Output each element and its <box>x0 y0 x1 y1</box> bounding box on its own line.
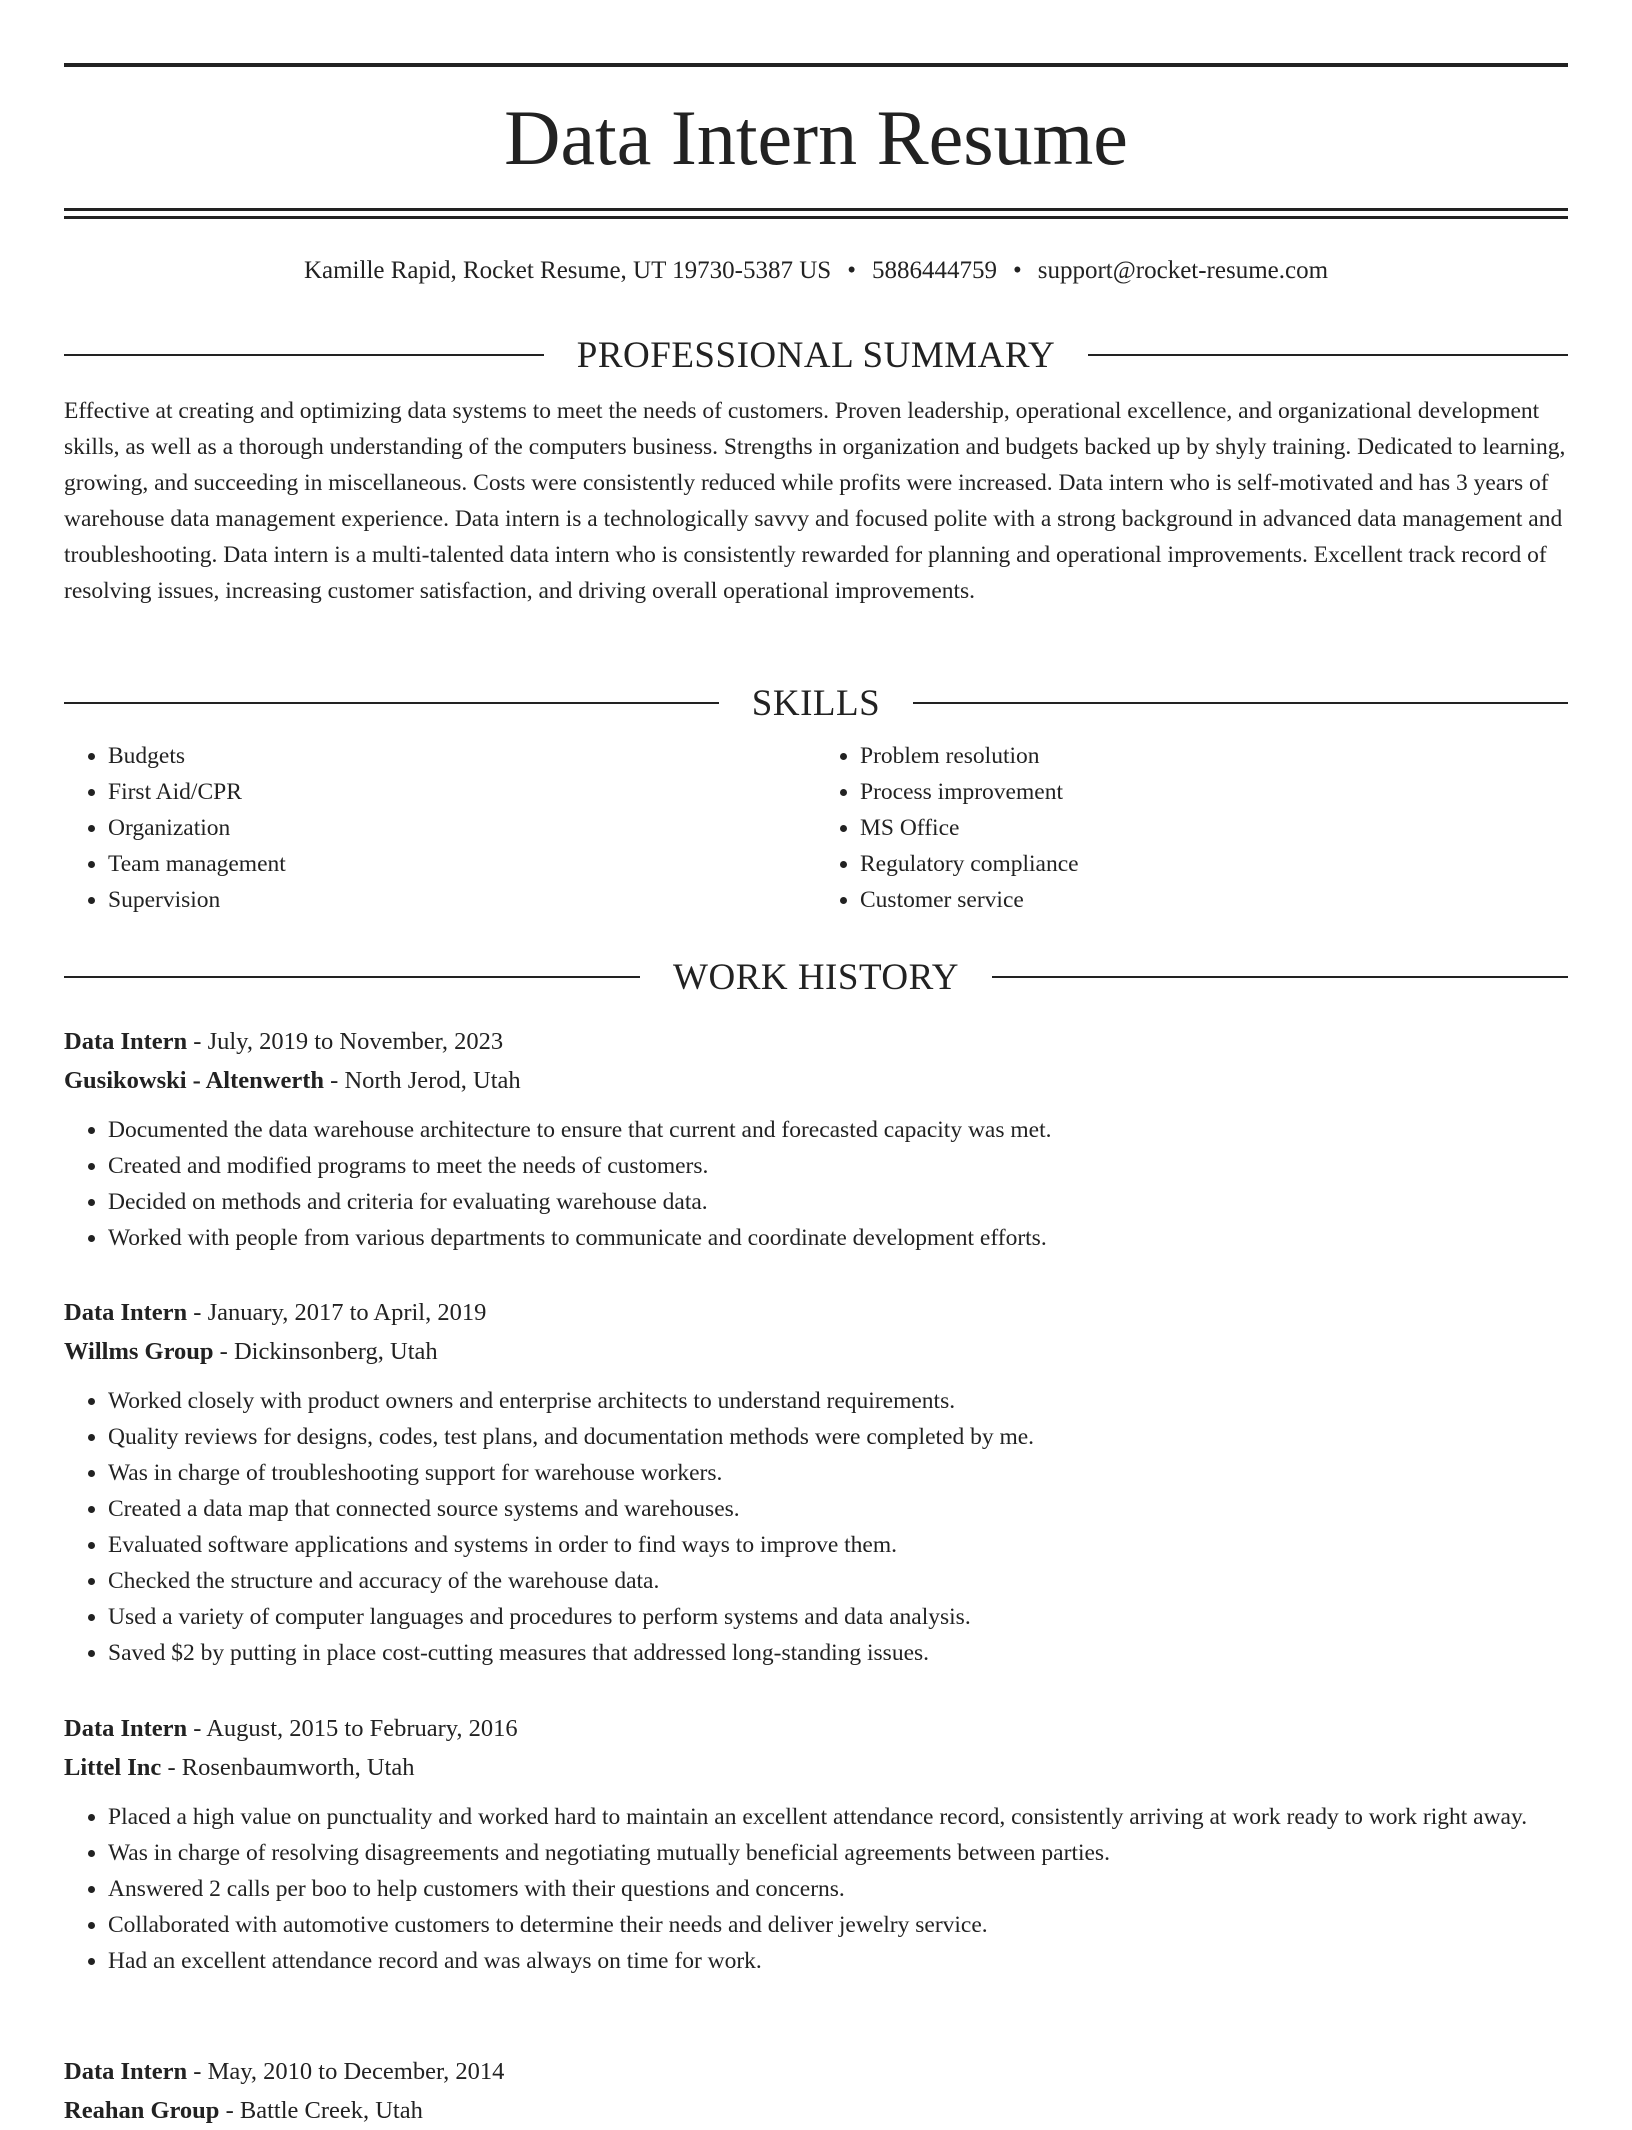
contact-email: support@rocket-resume.com <box>1037 257 1329 284</box>
skill-item: • Customer service <box>860 882 1568 918</box>
skill-item: • First Aid/CPR <box>108 774 816 810</box>
job-dates: May, 2010 to December, 2014 <box>207 2058 505 2085</box>
job-location: Rosenbaumworth, Utah <box>181 1754 415 1781</box>
skills-list-left <box>64 738 816 918</box>
skill-item: • Organization <box>108 810 816 846</box>
job-location: North Jerod, Utah <box>344 1067 521 1094</box>
skills-list-right <box>816 738 1568 918</box>
job-company-line <box>64 1748 1568 1787</box>
job-dash: - <box>187 1028 208 1055</box>
heading-rule <box>64 976 640 978</box>
work-history-section <box>64 953 1568 1001</box>
skill-item: • Budgets <box>108 738 816 774</box>
job-bullet: • Created a data map that connected source systems and warehouses. <box>108 1491 1568 1527</box>
job-bullet: • Was in charge of troubleshooting support for warehouse workers. <box>108 1455 1568 1491</box>
job-dash: - <box>187 1715 207 1742</box>
heading-rule <box>1088 354 1568 356</box>
skill-item: • Problem resolution <box>860 738 1568 774</box>
job-bullet: • Decided on methods and criteria for evaluating warehouse data. <box>108 1184 1568 1220</box>
top-rule <box>64 63 1568 67</box>
summary-heading-label: PROFESSIONAL SUMMARY <box>576 334 1056 376</box>
job-dash: - <box>213 1338 234 1365</box>
job-dates: January, 2017 to April, 2019 <box>207 1299 487 1326</box>
job-title: Data Intern <box>64 1715 188 1742</box>
job-bullet: • Collaborated with automotive customers to determine their needs and deliver jewelry service. <box>108 1907 1568 1943</box>
job-bullet: • Used a variety of computer languages and procedures to perform systems and data analysis. <box>108 1599 1568 1635</box>
title-rule-upper <box>64 208 1568 211</box>
job-company-line <box>64 2091 1568 2130</box>
job-company: Reahan Group <box>64 2097 220 2124</box>
job-bullet-list <box>64 1383 1568 1671</box>
skill-item: • MS Office <box>860 810 1568 846</box>
skill-item: • Regulatory compliance <box>860 846 1568 882</box>
job-bullet-list <box>64 1799 1568 1979</box>
job-company-line <box>64 1061 1568 1100</box>
title-rule-lower <box>64 216 1568 219</box>
contact-phone: 5886444759 <box>871 257 997 284</box>
work-history-heading <box>64 953 1568 1001</box>
job-bullet: • Worked with people from various departments to communicate and coordinate development efforts. <box>108 1220 1568 1256</box>
work-history-heading-label: WORK HISTORY <box>673 956 959 998</box>
job-bullet: • Created and modified programs to meet the needs of customers. <box>108 1148 1568 1184</box>
skills-heading <box>64 679 1568 727</box>
job-location: Dickinsonberg, Utah <box>233 1338 438 1365</box>
job-bullet: • Saved $2 by putting in place cost-cutting measures that addressed long-standing issues. <box>108 1635 1568 1671</box>
skill-item: • Process improvement <box>860 774 1568 810</box>
job-bullet: • Checked the structure and accuracy of the warehouse data. <box>108 1563 1568 1599</box>
contact-separator: • <box>847 257 856 284</box>
skill-item: • Team management <box>108 846 816 882</box>
job-entry <box>64 1293 1568 1671</box>
job-bullet: • Quality reviews for designs, codes, test plans, and documentation methods were completed by me. <box>108 1419 1568 1455</box>
job-dash: - <box>219 2097 240 2124</box>
job-title: Data Intern <box>64 2058 188 2085</box>
job-title-line <box>64 2052 1568 2091</box>
contact-separator: • <box>1012 257 1022 284</box>
job-dash: - <box>187 2058 208 2085</box>
job-entry <box>64 2052 1568 2130</box>
job-company: Gusikowski - Altenwerth <box>64 1067 325 1094</box>
heading-rule <box>913 702 1568 704</box>
page-title: Data Intern Resume <box>504 94 1128 181</box>
job-dates: August, 2015 to February, 2016 <box>206 1715 518 1742</box>
skills-section <box>64 679 1568 918</box>
job-title: Data Intern <box>64 1299 188 1326</box>
job-bullet: • Placed a high value on punctuality and worked hard to maintain an excellent attendance record, consistently arriving at work ready to work right away. <box>108 1799 1568 1835</box>
summary-section <box>64 331 1568 609</box>
skills-heading-label: SKILLS <box>751 682 881 724</box>
job-bullet: • Had an excellent attendance record and was always on time for work. <box>108 1943 1568 1979</box>
job-dash: - <box>187 1299 208 1326</box>
job-title-line <box>64 1709 1568 1748</box>
job-dates: July, 2019 to November, 2023 <box>207 1028 504 1055</box>
job-dash: - <box>324 1067 345 1094</box>
summary-heading <box>64 331 1568 379</box>
contact-address: Kamille Rapid, Rocket Resume, UT 19730-5387 US <box>303 257 832 284</box>
job-dash: - <box>161 1754 182 1781</box>
job-title-line <box>64 1022 1568 1061</box>
job-title-line <box>64 1293 1568 1332</box>
job-bullet: • Answered 2 calls per boo to help customers with their questions and concerns. <box>108 1871 1568 1907</box>
job-bullet: • Was in charge of resolving disagreements and negotiating mutually beneficial agreements between parties. <box>108 1835 1568 1871</box>
skills-columns <box>64 738 1568 918</box>
job-entry <box>64 1709 1568 1979</box>
job-bullet-list <box>64 1112 1568 1256</box>
summary-text: Effective at creating and optimizing data systems to meet the needs of customers. Proven leadership, operational excellence, and organizational development skills, as well as a thorough understanding of the computers business. Strengths in organization and budgets backed up by shyly training. Dedicated to learning, growing, and succeeding in miscellaneous. Costs were consistently reduced while profits were increased. Data intern who is self-motivated and has 3 years of warehouse data management experience. Data intern is a technologically savvy and focused polite with a strong background in advanced data management and troubleshooting. Data intern is a multi-talented data intern who is consistently rewarded for planning and operational improvements. Excellent track record of resolving issues, increasing customer satisfaction, and driving overall operational improvements. <box>64 398 1566 604</box>
job-bullet: • Documented the data warehouse architecture to ensure that current and forecasted capacity was met. <box>108 1112 1568 1148</box>
job-title: Data Intern <box>64 1028 188 1055</box>
heading-rule <box>64 354 544 356</box>
job-bullet: • Evaluated software applications and systems in order to find ways to improve them. <box>108 1527 1568 1563</box>
job-company: Willms Group <box>64 1338 214 1365</box>
job-company-line <box>64 1332 1568 1371</box>
heading-rule <box>64 702 719 704</box>
job-bullet: • Worked closely with product owners and enterprise architects to understand requirements. <box>108 1383 1568 1419</box>
contact-line <box>64 254 1568 288</box>
heading-rule <box>992 976 1568 978</box>
skill-item: • Supervision <box>108 882 816 918</box>
job-location: Battle Creek, Utah <box>239 2097 423 2124</box>
job-entry <box>64 1022 1568 1256</box>
job-company: Littel Inc <box>64 1754 162 1781</box>
